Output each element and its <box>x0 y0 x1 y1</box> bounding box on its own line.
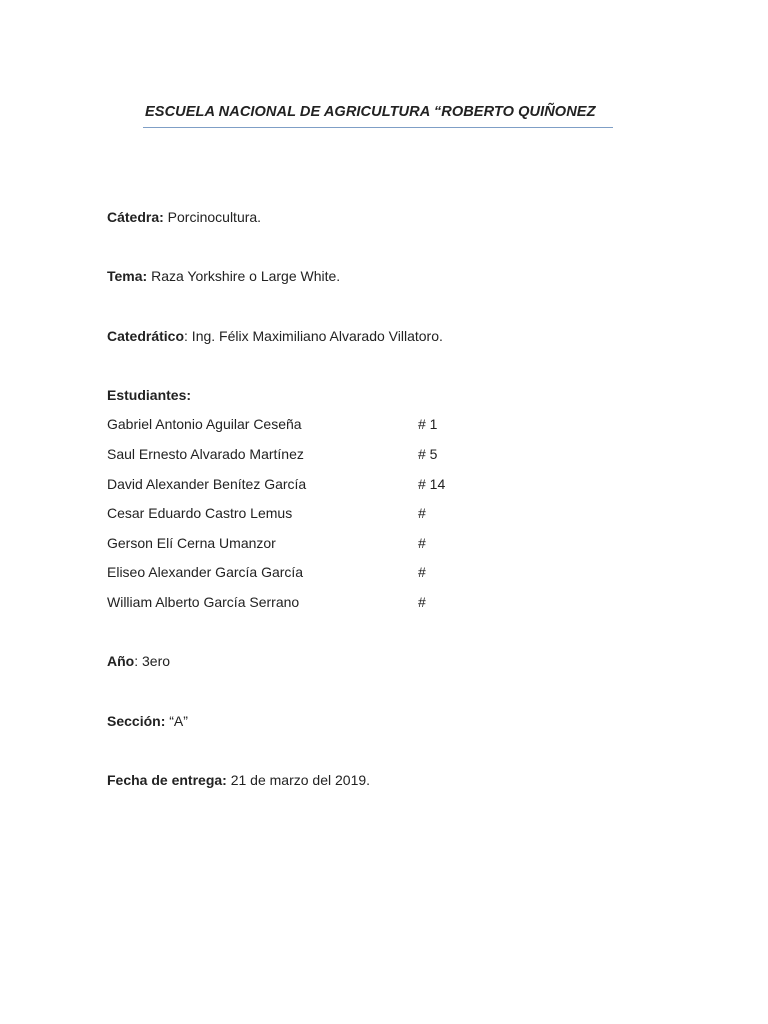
student-row <box>107 475 507 493</box>
student-number: # <box>418 535 426 551</box>
student-row <box>107 534 507 552</box>
document-title: ESCUELA NACIONAL DE AGRICULTURA “ROBERTO QUIÑONEZ <box>145 104 596 120</box>
student-name: Gabriel Antonio Aguilar Ceseña <box>107 416 302 432</box>
estudiantes-label: Estudiantes: <box>107 387 192 403</box>
student-number: # 5 <box>418 446 438 462</box>
student-name: Gerson Elí Cerna Umanzor <box>107 535 276 551</box>
catedratico-field <box>107 327 443 345</box>
tema-value: Raza Yorkshire o Large White. <box>147 268 341 284</box>
student-row <box>107 504 507 522</box>
seccion-field <box>107 712 188 730</box>
student-number: # 1 <box>418 416 438 432</box>
fecha-label: Fecha de entrega: <box>107 772 227 788</box>
student-row <box>107 563 507 581</box>
student-name: David Alexander Benítez García <box>107 476 307 492</box>
student-name: Cesar Eduardo Castro Lemus <box>107 505 293 521</box>
catedratico-label: Catedrático <box>107 328 185 344</box>
catedra-label: Cátedra: <box>107 209 164 225</box>
fecha-field <box>107 771 370 789</box>
student-number: # 14 <box>418 476 446 492</box>
seccion-value: “A” <box>165 713 188 729</box>
tema-label: Tema: <box>107 268 148 284</box>
student-row <box>107 415 507 433</box>
estudiantes-heading <box>107 386 191 404</box>
anio-value: : 3ero <box>134 653 171 669</box>
student-name: William Alberto García Serrano <box>107 594 300 610</box>
student-name: Saul Ernesto Alvarado Martínez <box>107 446 304 462</box>
student-row <box>107 593 507 611</box>
title-underline <box>143 127 613 128</box>
student-number: # <box>418 564 426 580</box>
student-number: # <box>418 594 426 610</box>
fecha-value: 21 de marzo del 2019. <box>226 772 371 788</box>
tema-field <box>107 267 340 285</box>
seccion-label: Sección: <box>107 713 166 729</box>
catedra-field <box>107 208 261 226</box>
catedratico-value: : Ing. Félix Maximiliano Alvarado Villatoro. <box>184 328 443 344</box>
student-number: # <box>418 505 426 521</box>
anio-label: Año <box>107 653 135 669</box>
student-row <box>107 445 507 463</box>
catedra-value: Porcinocultura. <box>163 209 262 225</box>
student-name: Eliseo Alexander García García <box>107 564 304 580</box>
anio-field <box>107 652 170 670</box>
